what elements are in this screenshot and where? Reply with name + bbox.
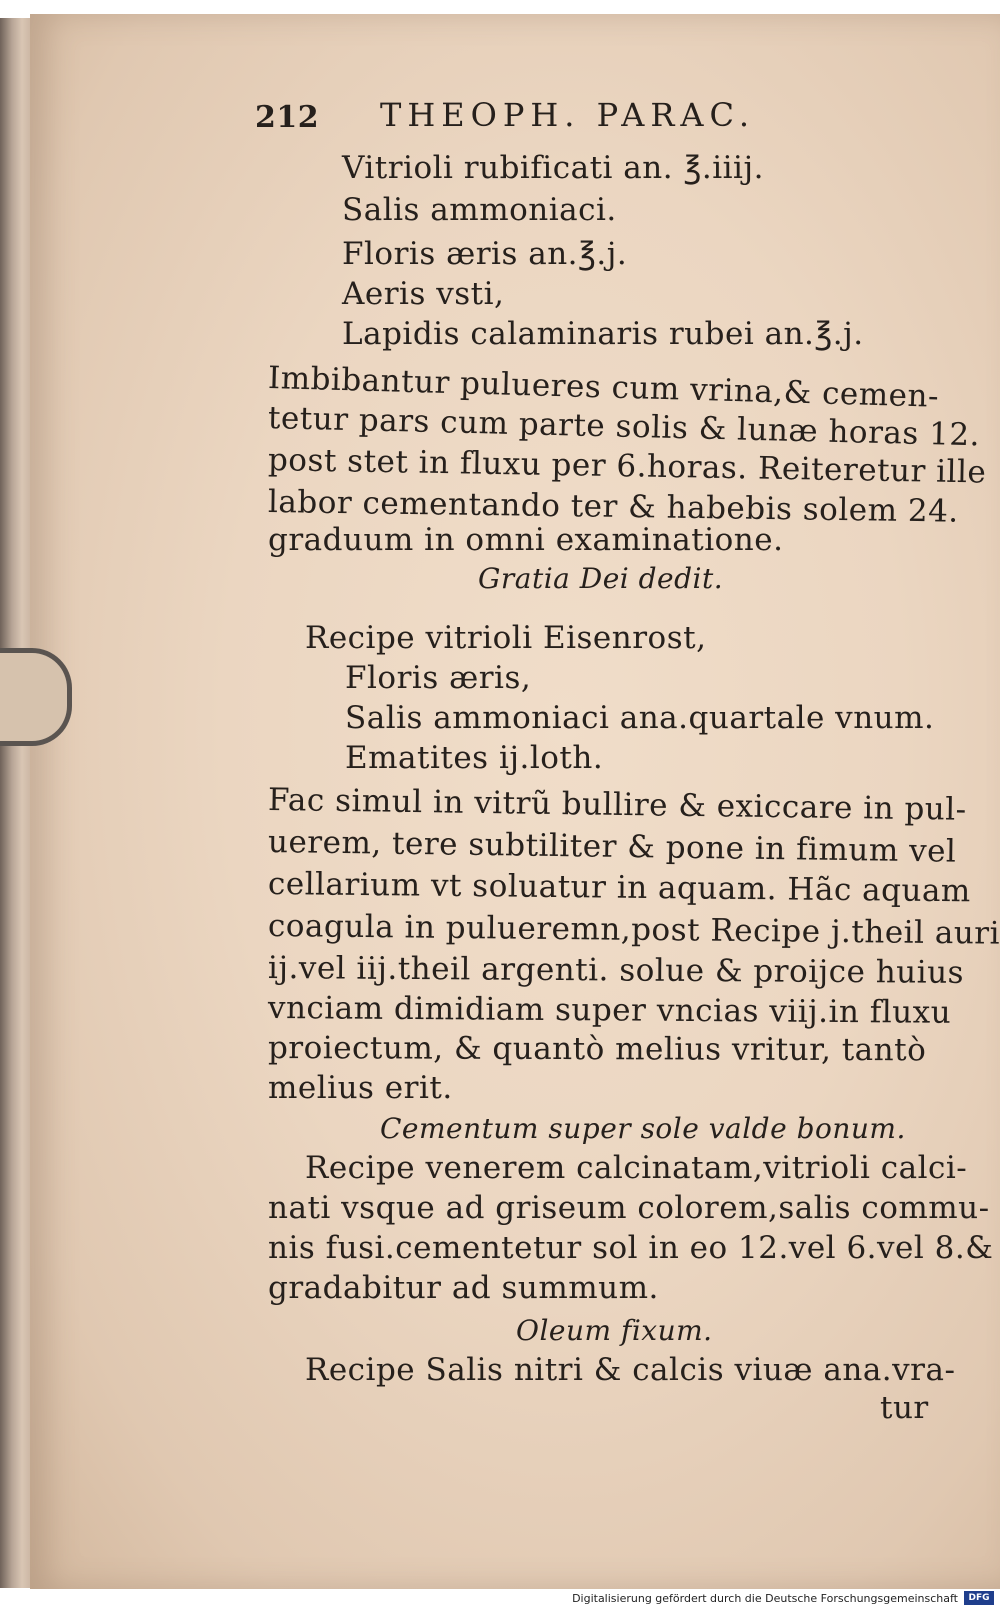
text-line: Recipe venerem calcinatam,vitrioli calci-: [305, 1150, 968, 1186]
text-line: ij.vel iij.theil argenti. solue & proijce huius: [267, 950, 965, 991]
text-line: Fac simul in vitrũ bullire & exiccare in pul-: [267, 782, 967, 828]
text-line: nati vsque ad griseum colorem,salis commu-: [268, 1190, 990, 1226]
running-title: THEOPH. PARAC.: [380, 96, 756, 134]
text-line: Floris æris an.℥.j.: [342, 236, 628, 272]
text-line: Recipe vitrioli Eisenrost,: [305, 620, 707, 656]
page-number: 212: [255, 100, 320, 135]
section-heading: Oleum fixum.: [516, 1314, 713, 1347]
text-line: Salis ammoniaci ana.quartale vnum.: [345, 700, 935, 736]
text-line: Floris æris,: [345, 660, 532, 696]
text-line: Ematites ij.loth.: [345, 740, 604, 776]
text-line: nis fusi.cementetur sol in eo 12.vel 6.vel 8.&: [268, 1230, 994, 1266]
text-line: Imbibantur pulueres cum vrina,& cemen-: [267, 360, 940, 415]
text-line: Vitrioli rubificati an. ℥.iiij.: [342, 150, 764, 186]
text-line: Salis ammoniaci.: [342, 192, 617, 228]
dfg-logo: DFG: [964, 1591, 994, 1605]
text-line: labor cementando ter & habebis solem 24.: [267, 484, 959, 530]
catchword: tur: [880, 1390, 929, 1426]
text-line: post stet in fluxu per 6.horas. Reiteretur ille: [267, 442, 987, 491]
text-line: Lapidis calaminaris rubei an.℥.j.: [342, 316, 864, 352]
section-heading: Cementum super sole valde bonum.: [380, 1112, 906, 1145]
text-line: Aeris vsti,: [342, 276, 505, 312]
text-line: Recipe Salis nitri & calcis viuæ ana.vra-: [305, 1352, 956, 1388]
text-line: graduum in omni examinatione.: [268, 522, 784, 558]
text-line: gradabitur ad summum.: [268, 1270, 659, 1306]
text-line: cellarium vt soluatur in aquam. Hãc aquam: [267, 866, 971, 910]
text-line: uerem, tere subtiliter & pone in fimum vel: [267, 824, 957, 870]
text-line: proiectum, & quantò melius vritur, tantò: [267, 1030, 927, 1069]
book-clasp: [0, 648, 72, 746]
section-heading: Gratia Dei dedit.: [478, 562, 724, 595]
text-line: coagula in pulueremn,post Recipe j.theil auri: [267, 908, 1000, 952]
text-line: vnciam dimidiam super vncias viij.in fluxu: [267, 990, 952, 1031]
text-line: tetur pars cum parte solis & lunæ horas 12.: [267, 400, 981, 454]
text-line: melius erit.: [268, 1070, 453, 1106]
digitization-credit: Digitalisierung gefördert durch die Deutsche Forschungsgemeinschaft: [572, 1592, 958, 1605]
